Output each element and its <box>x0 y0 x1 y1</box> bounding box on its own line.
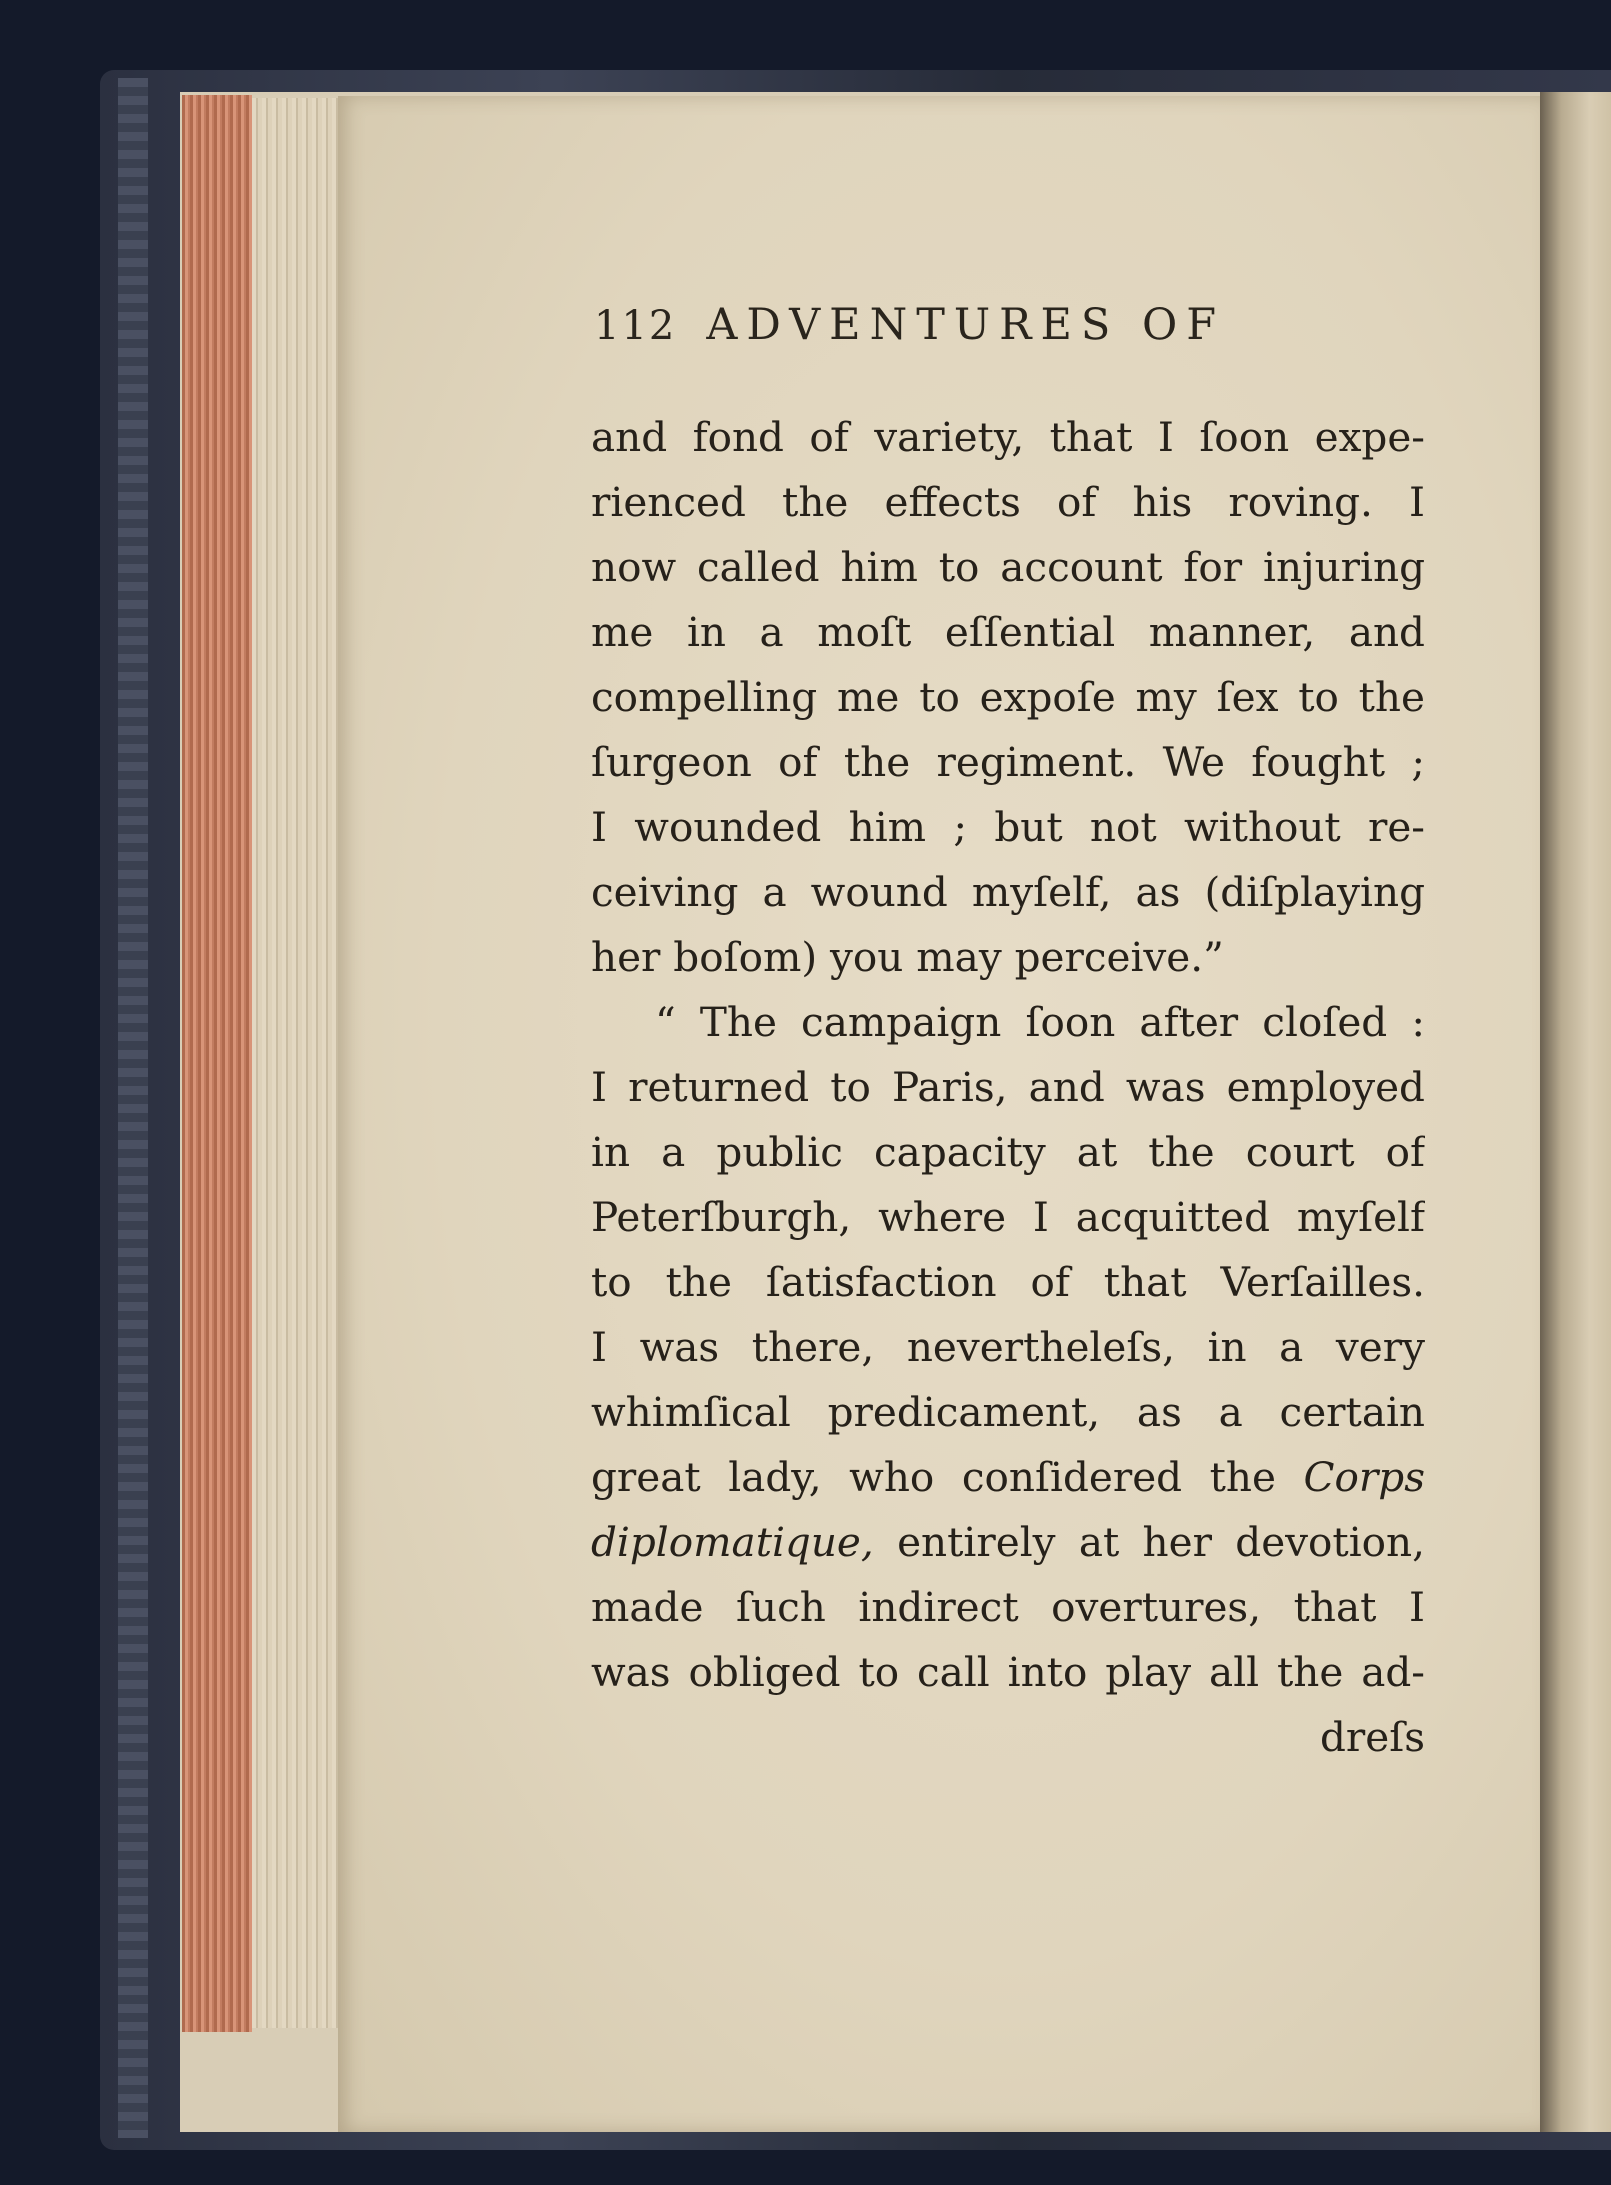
text-line: was obliged to call into play all the ad- <box>591 1648 1425 1696</box>
text-line: rienced the effects of his roving. I <box>591 478 1425 526</box>
page-stack <box>252 98 342 2028</box>
text-line: I was there, nevertheleſs, in a very <box>591 1323 1425 1371</box>
running-title: ADVENTURES OF <box>706 300 1226 350</box>
text-line <box>591 1510 1425 1575</box>
page-number: 112 <box>594 303 677 349</box>
text-line: Peterſburgh, where I acquitted myſelf <box>591 1193 1425 1241</box>
body-text <box>591 405 1425 1770</box>
cover-spine-edge <box>118 78 148 2138</box>
book-gutter <box>1540 92 1611 2132</box>
catchword: dreſs <box>1319 1713 1425 1761</box>
italic-text: diplomatique, <box>591 1518 874 1566</box>
running-head <box>594 300 1314 360</box>
text-line: now called him to account for injuring <box>591 543 1425 591</box>
text-segment: entirely at her devotion, <box>873 1518 1425 1566</box>
red-page-edges <box>182 95 252 2032</box>
text-line: whimſical predicament, as a certain <box>591 1388 1425 1436</box>
text-line: “ The campaign ſoon after cloſed : <box>655 998 1425 1046</box>
text-line: and fond of variety, that I ſoon expe- <box>591 413 1425 461</box>
text-segment: great lady, who conſidered the <box>591 1453 1276 1501</box>
text-line <box>591 1445 1425 1510</box>
text-line: made ſuch indirect overtures, that I <box>591 1583 1425 1631</box>
text-line: I wounded him ; but not without re- <box>591 803 1425 851</box>
text-line: I returned to Paris, and was employed <box>591 1063 1425 1111</box>
text-line: in a public capacity at the court of <box>591 1128 1425 1176</box>
text-line: to the ſatisfaction of that Verſailles. <box>591 1258 1425 1306</box>
text-line: compelling me to expoſe my ſex to the <box>591 673 1425 721</box>
text-line: ſurgeon of the regiment. We fought ; <box>591 738 1425 786</box>
italic-text: Corps <box>1303 1453 1425 1501</box>
text-line: ceiving a wound myſelf, as (diſplaying <box>591 868 1425 916</box>
text-line: me in a moſt eſſential manner, and <box>591 608 1425 656</box>
text-line: her boſom) you may perceive.” <box>591 933 1224 981</box>
